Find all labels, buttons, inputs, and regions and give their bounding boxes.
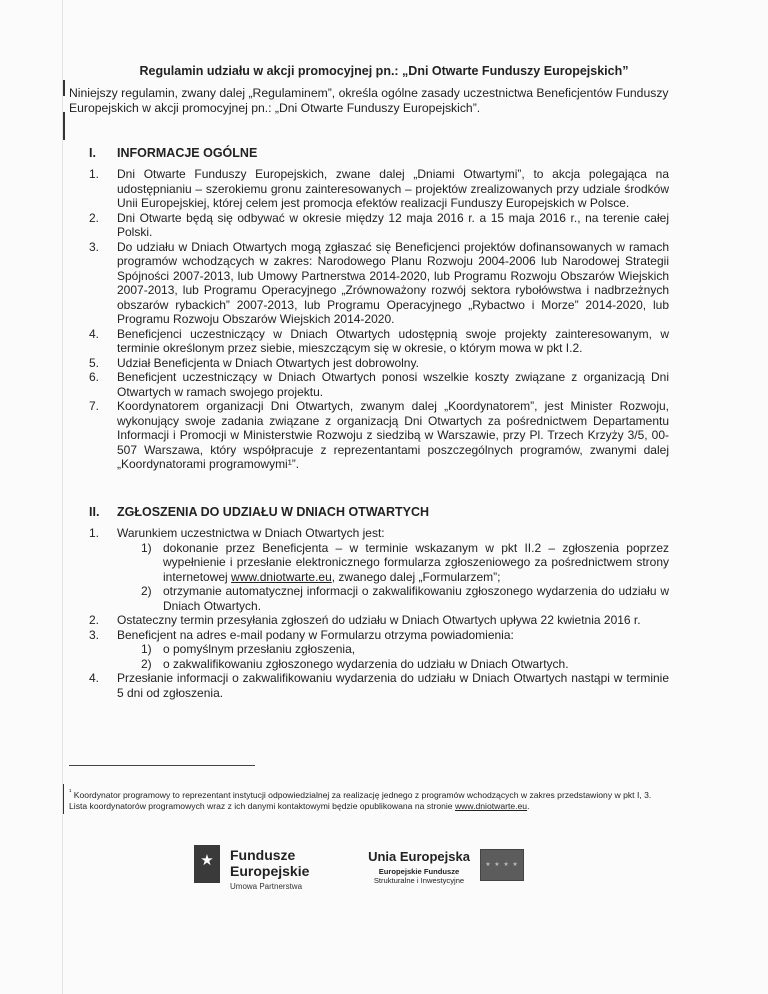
list-item xyxy=(89,671,669,700)
item-number: 5. xyxy=(89,355,100,370)
logo-text: Fundusze xyxy=(230,847,296,863)
item-number: 2. xyxy=(89,613,100,627)
list-item xyxy=(89,613,669,628)
page-edge xyxy=(62,0,63,994)
item-text: Beneficjent uczestniczący w Dniach Otwartych ponosi wszelkie koszty związane z organizacją Dni Otwartych w ramach swojego projektu. xyxy=(117,370,669,399)
sub-item xyxy=(117,642,669,657)
footnote-text: Koordynator programowy to reprezentant instytucji odpowiedzialnej za realizację jednego z programów wchodzących w zakres przedstawiony w pkt I, 3. Lista koordynatorów programowych wraz z ich danymi kontaktowymi będzie opublikowana na stronie xyxy=(69,789,652,811)
item-text: Dni Otwarte będą się odbywać w okresie między 12 maja 2016 r. a 15 maja 2016 r., na terenie całej Polski. xyxy=(117,210,669,239)
sub-list xyxy=(117,541,669,614)
item-text: Warunkiem uczestnictwa w Dniach Otwartych jest: xyxy=(117,526,385,540)
list-item xyxy=(89,628,669,672)
item-number: 2. xyxy=(89,210,100,225)
item-number: 3. xyxy=(89,239,100,254)
list-item xyxy=(89,211,669,240)
unia-europejska-logo xyxy=(364,849,474,885)
footnote-link[interactable]: www.dniotwarte.eu xyxy=(454,800,528,811)
sub-item-number: 2) xyxy=(141,584,152,598)
item-text: Przesłanie informacji o zakwalifikowaniu wydarzenia do udziału w Dniach Otwartych nastąpi w terminie 5 dni od zgłoszenia. xyxy=(117,671,669,700)
footnote-mark: ¹ xyxy=(69,788,72,796)
item-number: 1. xyxy=(89,167,100,181)
sub-item-text: o pomyślnym przesłaniu zgłoszenia, xyxy=(163,642,356,656)
general-info-list xyxy=(89,167,669,472)
list-item xyxy=(89,399,669,472)
logo-bar xyxy=(194,845,524,915)
fundusze-europejskie-logo-icon: ★ xyxy=(194,845,220,883)
item-number: 4. xyxy=(89,326,100,341)
list-item xyxy=(89,327,669,356)
logo-subtitle: Europejskie Fundusze xyxy=(378,867,460,876)
page-title: Regulamin udziału w akcji promocyjnej pn.: „Dni Otwarte Funduszy Europejskich” xyxy=(139,64,629,78)
section-heading-1 xyxy=(89,146,257,160)
section-number: I. xyxy=(89,146,96,160)
list-item xyxy=(89,240,669,327)
item-text: Udział Beneficjenta w Dniach Otwartych jest dobrowolny. xyxy=(117,355,419,370)
section-title: INFORMACJE OGÓLNE xyxy=(117,146,258,160)
list-item xyxy=(89,167,669,211)
fundusze-europejskie-logo xyxy=(230,847,309,891)
scan-mark xyxy=(63,80,65,96)
footnote-end: . xyxy=(527,800,530,811)
item-text: Beneficjenci uczestniczący w Dniach Otwartych udostępnią swoje projekty zainteresowanym, w terminie określonym przez siebie, mieszczącym się w okresie, o którym mowa w pkt I.2. xyxy=(117,326,669,355)
item-number: 3. xyxy=(89,627,100,642)
sub-item-number: 1) xyxy=(141,540,152,555)
sub-item-text: , zwanego dalej „Formularzem”; xyxy=(331,569,501,584)
footnote xyxy=(69,787,669,812)
list-item xyxy=(89,526,669,613)
list-item xyxy=(89,356,669,371)
logo-subtitle: Strukturalne i Inwestycyjne xyxy=(373,876,465,885)
item-number: 4. xyxy=(89,671,100,685)
item-number: 1. xyxy=(89,526,100,540)
item-text: Koordynatorem organizacji Dni Otwartych, zwanym dalej „Koordynatorem”, jest Minister Rozwoju, wykonujący swoje zadania związane z organizacją Dni Otwartych za pośrednictwem Departamentu Informacji i Promocji w Ministerstwie Rozwoju z siedzibą w Warszawie, przy Pl. Trzech Krzyży 3/5, 00-507 Warszawa, który współpracuje z reprezentantami poszczególnych programów, zwanymi dalej „Koordynatorami programowymi¹”. xyxy=(117,399,669,471)
sub-item-number: 2) xyxy=(141,656,152,671)
sub-item-number: 1) xyxy=(141,642,152,656)
item-text: Ostateczny termin przesyłania zgłoszeń do udziału w Dniach Otwartych upływa 22 kwietnia 2016 r. xyxy=(117,613,641,627)
sub-item xyxy=(117,584,669,613)
scan-mark xyxy=(63,112,65,140)
section-title: ZGŁOSZENIA DO UDZIAŁU W DNIACH OTWARTYCH xyxy=(117,505,430,519)
footnote-divider xyxy=(69,765,255,766)
applications-list xyxy=(89,526,669,700)
item-number: 7. xyxy=(89,399,100,413)
item-text: Dni Otwarte Funduszy Europejskich, zwane dalej „Dniami Otwartymi”, to akcja polegająca na udostępnianiu – szerokiemu gronu zainteresowanych – projektów zrealizowanych przy udziale środków Unii Europejskiej, której celem jest promocja efektów realizacji Funduszy Europejskich w Polsce. xyxy=(117,167,669,210)
scan-mark xyxy=(63,784,64,814)
intro-paragraph: Niniejszy regulamin, zwany dalej „Regulaminem”, określa ogólne zasady uczestnictwa Beneficjentów Funduszy Europejskich w akcji promocyjnej pn.: „Dni Otwarte Funduszy Europejskich”. xyxy=(69,86,669,115)
sub-item-text: otrzymanie automatycznej informacji o zakwalifikowaniu zgłoszonego wydarzenia do udziału w Dniach Otwartych. xyxy=(163,584,669,613)
sub-item xyxy=(117,657,669,672)
list-item xyxy=(89,370,669,399)
sub-item-text: dokonanie przez Beneficjenta – w terminie wskazanym w pkt II.2 – zgłoszenia poprzez wypełnienie i przesłanie elektronicznego formularza zgłoszeniowego za pośrednictwem strony internetowej xyxy=(163,540,669,584)
website-link[interactable]: www.dniotwarte.eu xyxy=(231,569,332,584)
item-number: 6. xyxy=(89,370,100,384)
item-text: Do udziału w Dniach Otwartych mogą zgłaszać się Beneficjenci projektów dofinansowanych w ramach programów wchodzących w zakres: Narodowego Planu Rozwoju 2004-2006 lub Narodowej Strategii Spójności 2007-2013, lub Umowy Partnerstwa 2014-2020, lub Programu Rozwoju Obszarów Wiejskich 2007-2013, lub Programu Operacyjnego „Zrównoważony rozwój sektora rybołówstwa i nadbrzeżnych obszarów rybackich” 2007-2013, lub Programu Operacyjnego „Rybactwo i Morze” 2014-2020, lub Programu Rozwoju Obszarów Wiejskich 2014-2020. xyxy=(117,239,669,326)
eu-flag-icon: ★ ★ ★ ★ xyxy=(480,849,524,881)
section-number: II. xyxy=(89,505,100,519)
section-heading-2 xyxy=(89,505,429,519)
sub-item-text: o zakwalifikowaniu zgłoszonego wydarzenia do udziału w Dniach Otwartych. xyxy=(163,656,569,671)
logo-subtitle: Umowa Partnerstwa xyxy=(230,882,303,891)
logo-text: Europejskie xyxy=(230,863,310,879)
sub-list xyxy=(117,642,669,671)
item-text: Beneficjent na adres e-mail podany w Formularzu otrzyma powiadomienia: xyxy=(117,627,514,642)
logo-text: Unia Europejska xyxy=(368,849,470,864)
sub-item xyxy=(117,541,669,585)
